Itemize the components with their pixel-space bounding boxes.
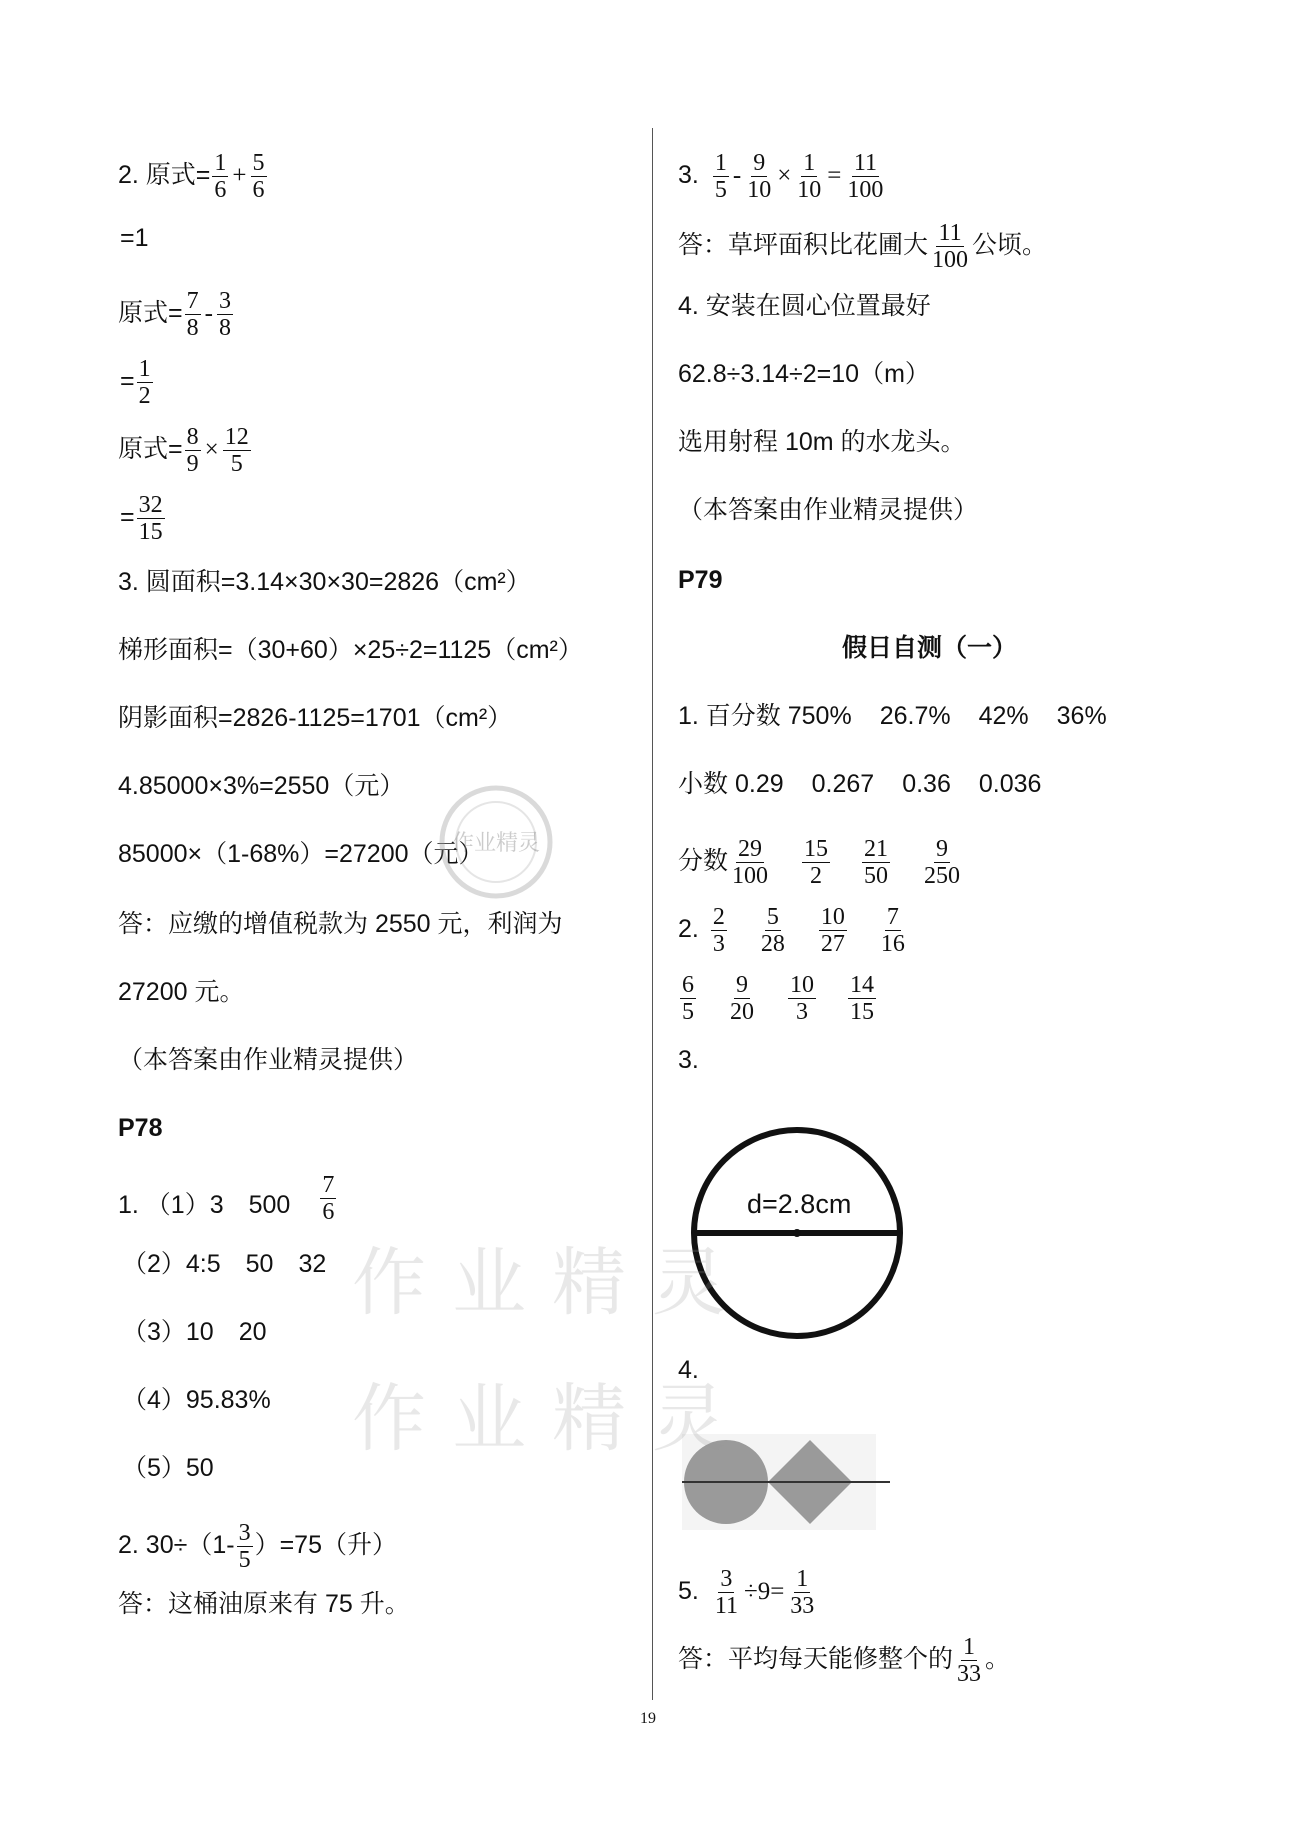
operator: -	[732, 162, 742, 190]
numerator: 21	[864, 836, 889, 862]
numerator: 6	[682, 972, 694, 998]
operator: +	[232, 162, 247, 190]
equals: =	[120, 367, 135, 396]
left-q2c-result	[120, 492, 167, 545]
denominator: 10	[747, 177, 772, 203]
numerator: 15	[804, 836, 829, 862]
numerator: 2	[712, 904, 725, 930]
denominator: 6	[214, 177, 227, 203]
left-q4-answer1: 答：应缴的增值税款为 2550 元，利润为	[118, 910, 563, 938]
fraction	[713, 1566, 740, 1619]
p78-q2-pre: 2. 30÷（1-	[118, 1531, 235, 1560]
left-q4-line2: 85000×（1-68%）=27200（元）	[118, 840, 484, 868]
decimal-value: 0.267	[811, 770, 875, 798]
fraction	[759, 904, 787, 957]
watermark-text: 作业精灵	[352, 1376, 752, 1462]
s2-label: 2.	[678, 915, 699, 944]
denominator: 20	[730, 999, 754, 1025]
numerator: 3	[218, 288, 231, 314]
p78-q1-5: （5）50	[122, 1454, 214, 1482]
denominator: 5	[230, 451, 243, 477]
percent-value: 42%	[978, 702, 1029, 730]
denominator: 3	[712, 931, 725, 957]
denominator: 50	[864, 863, 889, 889]
s1-fraction-label: 分数	[678, 847, 729, 876]
left-q2-line	[118, 150, 269, 203]
fraction	[788, 972, 816, 1025]
fraction	[711, 904, 727, 957]
s3-label: 3.	[678, 1046, 699, 1074]
decimal-value: 0.29	[734, 770, 784, 798]
denominator: 6	[322, 1199, 335, 1225]
equals: =	[827, 162, 842, 190]
fraction	[845, 150, 885, 203]
numerator: 9	[736, 972, 748, 998]
operator: ÷9=	[743, 1578, 785, 1606]
fraction	[185, 424, 201, 477]
center-dot	[793, 1229, 801, 1237]
s5-line	[678, 1566, 818, 1619]
denominator: 100	[847, 177, 884, 203]
fraction	[212, 150, 228, 203]
left-credit: （本答案由作业精灵提供）	[118, 1046, 419, 1074]
denominator: 15	[138, 519, 163, 545]
left-q2b-label: 原式=	[118, 299, 183, 328]
s2-row2	[678, 972, 878, 1025]
denominator: 33	[957, 1661, 982, 1687]
denominator: 3	[796, 999, 808, 1025]
right-q3-answer	[678, 220, 1047, 273]
s1-decimal-label: 小数	[678, 770, 729, 798]
left-q2-label: 2. 原式=	[118, 161, 211, 190]
watermark-stamp-logo	[436, 782, 556, 902]
denominator: 15	[850, 999, 874, 1025]
denominator: 6	[252, 177, 265, 203]
fraction	[137, 492, 165, 545]
fraction	[788, 1566, 816, 1619]
denominator: 33	[790, 1593, 815, 1619]
denominator: 5	[714, 177, 727, 203]
fraction	[217, 288, 233, 341]
s4-label: 4.	[678, 1356, 699, 1384]
equals: =	[120, 503, 135, 532]
fraction	[223, 424, 251, 477]
p78-q2-answer: 答：这桶油原来有 75 升。	[118, 1590, 410, 1618]
operator: ×	[777, 162, 792, 190]
denominator: 11	[714, 1593, 738, 1619]
denominator: 27	[820, 931, 845, 957]
right-q4-line3: 选用射程 10m 的水龙头。	[678, 428, 966, 456]
numerator: 11	[938, 220, 962, 246]
denominator: 5	[238, 1547, 251, 1573]
p78-heading: P78	[118, 1114, 163, 1142]
numerator: 9	[753, 150, 766, 176]
s5-answer-pre: 答：平均每天能修整个的	[678, 1645, 954, 1674]
fraction	[848, 972, 876, 1025]
denominator: 100	[732, 863, 769, 889]
fraction	[320, 1172, 336, 1225]
numerator: 1	[803, 150, 816, 176]
fraction	[728, 972, 756, 1025]
right-q3-line	[678, 150, 887, 203]
fraction	[819, 904, 847, 957]
fraction	[879, 904, 907, 957]
denominator: 10	[797, 177, 822, 203]
operator: -	[204, 300, 213, 328]
fraction	[745, 150, 773, 203]
denominator: 2	[138, 383, 151, 409]
denominator: 5	[682, 999, 694, 1025]
left-q2c-label: 原式=	[118, 435, 183, 464]
numerator: 1	[714, 150, 727, 176]
s2-row1	[678, 904, 909, 957]
fraction	[251, 150, 267, 203]
denominator: 9	[186, 451, 199, 477]
s1-decimal-row	[678, 768, 1041, 800]
right-q4-line1: 4. 安装在圆心位置最好	[678, 292, 931, 320]
fraction	[185, 288, 201, 341]
p78-q1-1	[118, 1172, 338, 1233]
numerator: 3	[238, 1520, 251, 1546]
left-q3-line2: 梯形面积=（30+60）×25÷2=1125（cm²）	[118, 636, 583, 664]
fraction	[713, 150, 729, 203]
fraction	[730, 836, 770, 889]
percent-value: 26.7%	[879, 702, 951, 730]
decimal-value: 0.036	[978, 770, 1042, 798]
p78-q1-2: （2）4:5 50 32	[122, 1250, 327, 1278]
section-title: 假日自测（一）	[842, 634, 1018, 662]
right-q3-answer-pre: 答：草坪面积比花圃大	[678, 231, 929, 260]
numerator: 8	[186, 424, 199, 450]
numerator: 10	[790, 972, 814, 998]
fraction	[862, 836, 890, 889]
numerator: 29	[738, 836, 763, 862]
numerator: 1	[138, 356, 151, 382]
p79-heading: P79	[678, 566, 723, 594]
p78-q2-line	[118, 1520, 397, 1573]
numerator: 7	[186, 288, 199, 314]
s1-percent-row	[678, 700, 1107, 732]
circle-diameter-label: d=2.8cm	[747, 1189, 852, 1219]
numerator: 3	[720, 1566, 733, 1592]
left-q4-line1: 4.85000×3%=2550（元）	[118, 772, 405, 800]
denominator: 8	[186, 315, 199, 341]
numerator: 5	[766, 904, 779, 930]
fraction	[802, 836, 830, 889]
left-q2b-result	[120, 356, 155, 409]
p78-q1-1-text: 1. （1）3 500	[118, 1191, 291, 1220]
denominator: 16	[880, 931, 905, 957]
numerator: 7	[886, 904, 899, 930]
decimal-value: 0.36	[902, 770, 951, 798]
left-q4-answer2: 27200 元。	[118, 978, 245, 1006]
s5-answer	[678, 1634, 1010, 1687]
fraction	[955, 1634, 983, 1687]
numerator: 32	[138, 492, 163, 518]
numerator: 7	[322, 1172, 335, 1198]
denominator: 250	[924, 863, 961, 889]
fraction	[922, 836, 962, 889]
numerator: 5	[252, 150, 265, 176]
p78-q2-post: ）=75（升）	[254, 1531, 397, 1560]
percent-value: 750%	[787, 702, 852, 730]
fraction	[237, 1520, 253, 1573]
denominator: 28	[760, 931, 785, 957]
page-number: 19	[640, 1710, 656, 1727]
operator: ×	[204, 436, 219, 464]
numerator: 14	[850, 972, 874, 998]
watermark-text: 作业精灵	[352, 1240, 752, 1326]
left-q2c-line	[118, 424, 253, 477]
fraction	[795, 150, 823, 203]
numerator: 1	[963, 1634, 976, 1660]
fraction	[680, 972, 696, 1025]
fraction	[137, 356, 153, 409]
right-q3-label: 3.	[678, 161, 699, 190]
left-q3-line3: 阴影面积=2826-1125=1701（cm²）	[118, 704, 513, 732]
p78-q1-3: （3）10 20	[122, 1318, 267, 1346]
numerator: 1	[796, 1566, 809, 1592]
p78-q1-4: （4）95.83%	[122, 1386, 271, 1414]
right-q4-line2: 62.8÷3.14÷2=10（m）	[678, 360, 930, 388]
s1-percent-label: 1. 百分数	[678, 702, 781, 730]
fraction	[930, 220, 970, 273]
left-q3-line1: 3. 圆面积=3.14×30×30=2826（cm²）	[118, 568, 531, 596]
s5-label: 5.	[678, 1577, 699, 1606]
left-q2b-line	[118, 288, 235, 341]
right-q3-answer-post: 公顷。	[972, 231, 1048, 260]
stamp-text: 作业精灵	[451, 831, 541, 856]
denominator: 8	[218, 315, 231, 341]
numerator: 12	[224, 424, 249, 450]
numerator: 1	[214, 150, 227, 176]
numerator: 10	[820, 904, 845, 930]
left-q2-result: =1	[120, 224, 149, 252]
denominator: 100	[932, 247, 969, 273]
s1-fraction-row	[678, 836, 964, 889]
s5-answer-post: 。	[985, 1645, 1011, 1674]
numerator: 11	[853, 150, 877, 176]
right-credit: （本答案由作业精灵提供）	[678, 496, 979, 524]
numerator: 9	[936, 836, 949, 862]
denominator: 2	[810, 863, 823, 889]
percent-value: 36%	[1056, 702, 1107, 730]
